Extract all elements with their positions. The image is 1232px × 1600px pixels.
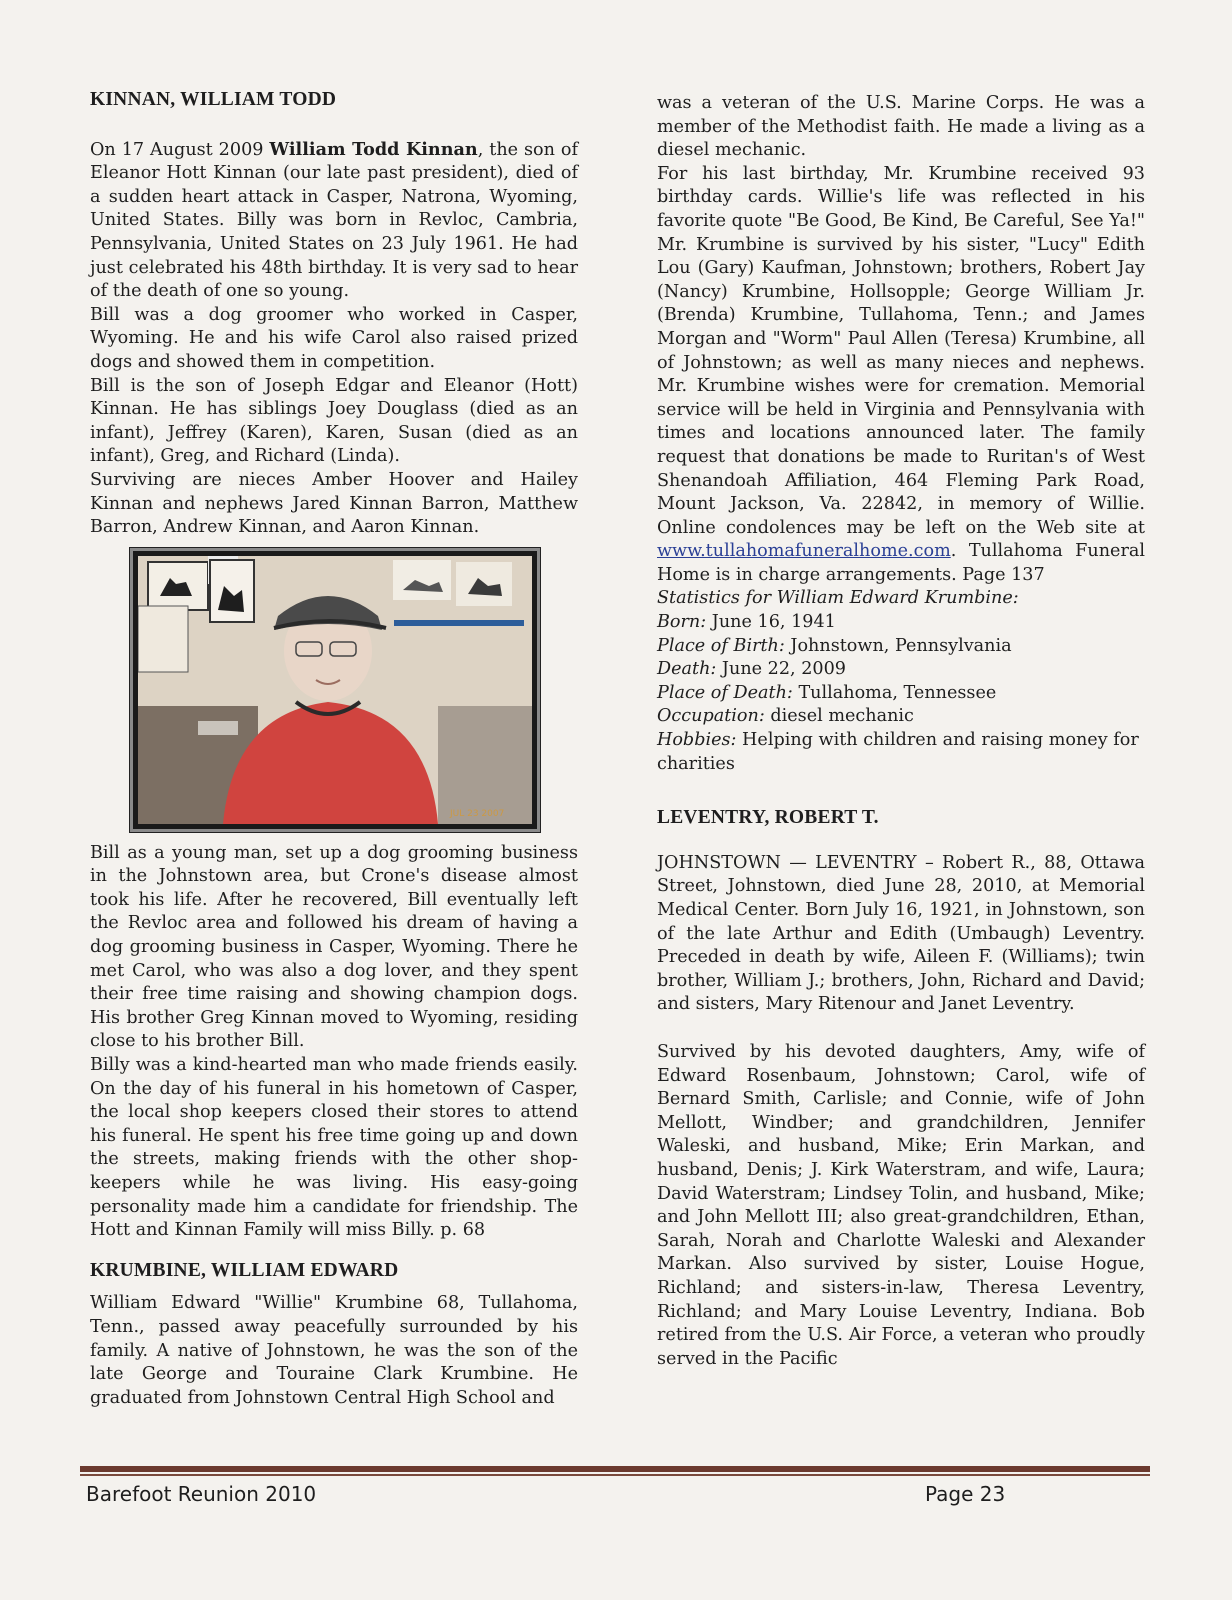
kinnan-name-bold: William Todd Kinnan — [269, 138, 478, 160]
kinnan-paragraph-3: Bill is the son of Joseph Edgar and Eleanor (Hott) Kinnan. He has siblings Joey Douglass (died as an infant), Jeffrey (Karen), Karen, Susan (died as an infant), Greg, and Richard (Linda). — [90, 375, 578, 467]
kinnan-paragraph-6: Billy was a kind-hearted man who made friends easily. On the day of his funeral in his hometown of Casper, the local shop keepers closed their stores to attend his funeral. He spent his free time going up and down the streets, making friends with the other shop-keepers while he was living. His easy-going personality made him a candidate for friendship. The Hott and Kinnan Family will miss Billy. p. 68 — [90, 1055, 578, 1241]
kinnan-paragraph-4: Surviving are nieces Amber Hoover and Hailey Kinnan and nephews Jared Kinnan Barron, Matthew Barron, Andrew Kinnan, and Aaron Kinnan. — [90, 469, 578, 538]
kinnan-paragraph-2: Bill was a dog groomer who worked in Casper, Wyoming. He and his wife Carol also raised prized dogs and showed them in competition. — [90, 304, 578, 372]
leventry-paragraph-1: JOHNSTOWN — LEVENTRY – Robert R., 88, Ottawa Street, Johnstown, died June 28, 2010, at Memorial Medical Center. Born July 16, 1921, in Johnstown, son of the late Arthur and Edith (Umbaugh) Leventry. Preceded in death by wife, Aileen F. (Williams); twin brother, William J.; brothers, John, Richard and David; and sisters, Mary Ritenour and Janet Leventry. — [657, 852, 1145, 1015]
footer-rule-thin — [80, 1474, 1150, 1476]
footer-publication: Barefoot Reunion 2010 — [86, 1482, 317, 1506]
funeral-home-link[interactable]: www.tullahomafuneralhome.com — [657, 541, 951, 562]
heading-leventry: LEVENTRY, ROBERT T. — [657, 807, 879, 829]
leventry-paragraph-2: Survived by his devoted daughters, Amy, wife of Edward Rosenbaum, Johnstown; Carol, wife of Bernard Smith, Carlisle; and Connie, wife of John Mellott, Windber; and grandchildren, Jennifer Waleski, and husband, Mike; Erin Markan, and husband, Denis; J. Kirk Waterstram, and wife, Laura; David Waterstram; Lindsey Tolin, and husband, Mike; and John Mellott III; also great-grandchildren, Ethan, Sarah, Norah and Charlotte Waleski and Alexander Markan. Also survived by sister, Louise Hogue, Richland; and sisters-in-law, Theresa Leventry, Richland; and Mary Louise Leventry, Indiana. Bob retired from the U.S. Air Force, a veteran who proudly served in the Pacific — [657, 1041, 1145, 1369]
left-column — [90, 88, 578, 1410]
stat-death: Death: June 22, 2009 — [657, 659, 847, 680]
krumbine-stats-title: Statistics for William Edward Krumbine: — [657, 588, 1019, 609]
portrait-photo — [138, 556, 532, 824]
footer-page-number: Page 23 — [925, 1482, 1006, 1506]
footer-rule — [80, 1466, 1150, 1472]
heading-kinnan: KINNAN, WILLIAM TODD — [90, 89, 337, 110]
krumbine-paragraph-3: For his last birthday, Mr. Krumbine received 93 birthday cards. Willie's life was reflected in his favorite quote "Be Good, Be Kind, Be Careful, See Ya!" Mr. Krumbine is survived by his sister, "Lucy" Edith Lou (Gary) Kaufman, Johnstown; brothers, Robert Jay (Nancy) Krumbine, Hollsopple; George William Jr. (Brenda) Krumbine, Tullahoma, Tenn.; and James Morgan and "Worm" Paul Allen (Teresa) Krumbine, all of Johnstown; as well as many nieces and nephews. Mr. Krumbine wishes were for cremation. Memorial service will be held in Virginia and Pennsylvania with times and locations announced later. The family request that donations be made to Ruritan's of West Shenandoah Affiliation, 464 Fleming Park Road, Mount Jackson, Va. 22842, in memory of Willie. Online condolences may be left on the Web site at www.tullahomafuneralhome.com. Tullahoma Funeral Home is in charge arrangements. Page 137 — [657, 163, 1145, 585]
right-column — [657, 92, 1145, 1371]
stat-place-of-death: Place of Death: Tullahoma, Tennessee — [657, 682, 997, 703]
stat-born: Born: June 16, 1941 — [657, 612, 836, 633]
heading-krumbine: KRUMBINE, WILLIAM EDWARD — [90, 1259, 399, 1281]
portrait-photo-frame — [130, 548, 540, 832]
stat-hobbies: Hobbies: Helping with children and raising money for charities — [657, 730, 1139, 774]
portrait-photo-illustration — [138, 556, 532, 824]
krumbine-paragraph-2: was a veteran of the U.S. Marine Corps. He was a member of the Methodist faith. He made a living as a diesel mechanic. — [657, 93, 1145, 161]
photo-date-stamp: JUL 23 2007 — [450, 808, 505, 819]
kinnan-paragraph-1: On 17 August 2009 William Todd Kinnan, the son of Eleanor Hott Kinnan (our late past president), died of a sudden heart attack in Casper, Natrona, Wyoming, United States. Billy was born in Revloc, Cambria, Pennsylvania, United States on 23 July 1961. He had just celebrated his 48th birthday. It is very sad to hear of the death of one so young. — [90, 138, 578, 302]
krumbine-paragraph-1: William Edward "Willie" Krumbine 68, Tullahoma, Tenn., passed away peacefully surrounded by his family. A native of Johnstown, he was the son of the late George and Touraine Clark Krumbine. He graduated from Johnstown Central High School and — [90, 1293, 578, 1408]
kinnan-paragraph-5: Bill as a young man, set up a dog grooming business in the Johnstown area, but Crone's disease almost took his life. After he recovered, Bill eventually left the Revloc area and followed his dream of having a dog grooming business in Casper, Wyoming. There he met Carol, who was also a dog lover, and they spent their free time raising and showing champion dogs. His brother Greg Kinnan moved to Wyoming, residing close to his brother Bill. — [90, 842, 578, 1052]
stat-place-of-birth: Place of Birth: Johnstown, Pennsylvania — [657, 635, 1012, 656]
stat-occupation: Occupation: diesel mechanic — [657, 706, 914, 727]
